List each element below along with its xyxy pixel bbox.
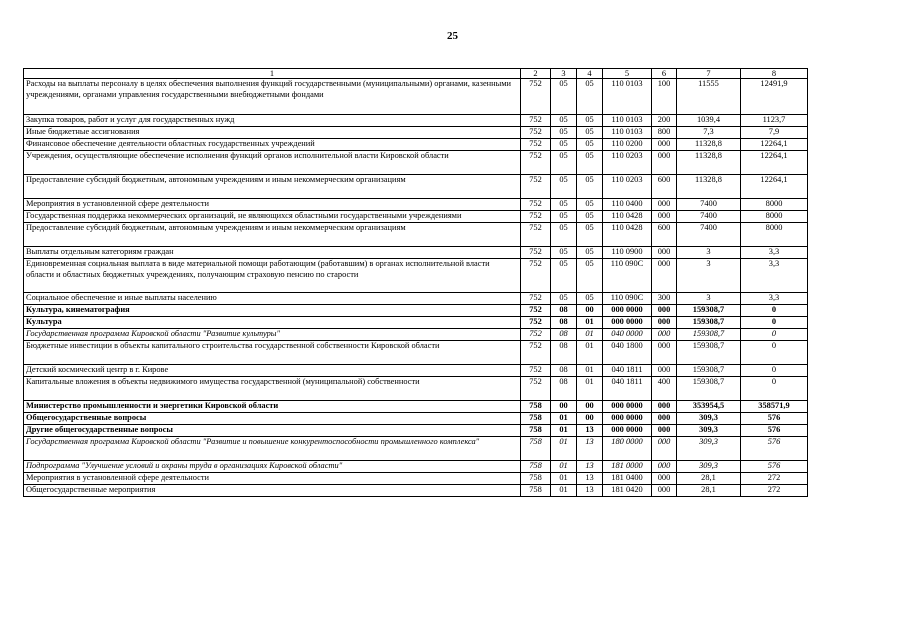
row-target-cell: 181 0420	[603, 485, 652, 497]
row-amount-year1-cell: 159308,7	[677, 341, 741, 365]
row-admin-code-cell: 758	[521, 413, 551, 425]
row-amount-year1-cell: 7400	[677, 211, 741, 223]
row-amount-year1-cell: 7400	[677, 223, 741, 247]
row-amount-year2-cell: 8000	[741, 211, 808, 223]
row-name-cell: Учреждения, осуществляющие обеспечение исполнения функций органов исполнительной власти Кировской области	[24, 151, 521, 175]
row-target-cell: 000 0000	[603, 413, 652, 425]
row-section-cell: 01	[551, 437, 577, 461]
header-cell: 7	[677, 69, 741, 79]
row-amount-year1-cell: 11555	[677, 79, 741, 115]
row-name-cell: Другие общегосударственные вопросы	[24, 425, 521, 437]
row-amount-year1-cell: 309,3	[677, 461, 741, 473]
row-target-cell: 110 0103	[603, 127, 652, 139]
row-amount-year1-cell: 11328,8	[677, 139, 741, 151]
row-subsection-cell: 13	[577, 437, 603, 461]
row-admin-code-cell: 752	[521, 175, 551, 199]
row-amount-year2-cell: 0	[741, 365, 808, 377]
row-amount-year2-cell: 0	[741, 329, 808, 341]
row-amount-year1-cell: 28,1	[677, 473, 741, 485]
row-subsection-cell: 00	[577, 401, 603, 413]
row-amount-year1-cell: 7,3	[677, 127, 741, 139]
row-subsection-cell: 05	[577, 293, 603, 305]
row-section-cell: 05	[551, 79, 577, 115]
row-amount-year2-cell: 272	[741, 473, 808, 485]
row-section-cell: 08	[551, 329, 577, 341]
row-section-cell: 05	[551, 199, 577, 211]
row-target-cell: 110 0900	[603, 247, 652, 259]
row-admin-code-cell: 752	[521, 305, 551, 317]
row-name-cell: Культура, кинематография	[24, 305, 521, 317]
row-subsection-cell: 05	[577, 127, 603, 139]
row-amount-year1-cell: 11328,8	[677, 175, 741, 199]
row-section-cell: 08	[551, 317, 577, 329]
row-amount-year2-cell: 0	[741, 377, 808, 401]
row-name-cell: Предоставление субсидий бюджетным, автономным учреждениям и иным некоммерческим организациям	[24, 175, 521, 199]
table-row	[24, 259, 808, 293]
row-admin-code-cell: 752	[521, 139, 551, 151]
table-row	[24, 473, 808, 485]
row-amount-year2-cell: 272	[741, 485, 808, 497]
row-amount-year2-cell: 576	[741, 437, 808, 461]
row-expense-type-cell: 600	[652, 223, 677, 247]
row-subsection-cell: 13	[577, 485, 603, 497]
row-expense-type-cell: 600	[652, 175, 677, 199]
row-target-cell: 180 0000	[603, 437, 652, 461]
row-amount-year1-cell: 159308,7	[677, 305, 741, 317]
row-section-cell: 08	[551, 341, 577, 365]
table-row	[24, 485, 808, 497]
row-section-cell: 05	[551, 293, 577, 305]
row-subsection-cell: 01	[577, 317, 603, 329]
row-admin-code-cell: 752	[521, 377, 551, 401]
row-amount-year2-cell: 8000	[741, 199, 808, 211]
row-expense-type-cell: 000	[652, 329, 677, 341]
row-admin-code-cell: 752	[521, 317, 551, 329]
row-subsection-cell: 01	[577, 329, 603, 341]
row-target-cell: 181 0000	[603, 461, 652, 473]
row-expense-type-cell: 000	[652, 341, 677, 365]
row-admin-code-cell: 752	[521, 127, 551, 139]
table-row	[24, 211, 808, 223]
table-row	[24, 341, 808, 365]
row-amount-year1-cell: 159308,7	[677, 317, 741, 329]
row-expense-type-cell: 000	[652, 401, 677, 413]
row-admin-code-cell: 752	[521, 211, 551, 223]
row-target-cell: 110 090С	[603, 259, 652, 293]
row-admin-code-cell: 752	[521, 259, 551, 293]
row-section-cell: 05	[551, 175, 577, 199]
row-section-cell: 08	[551, 305, 577, 317]
header-cell: 2	[521, 69, 551, 79]
row-name-cell: Единовременная социальная выплата в виде материальной помощи работающим (работавшим) в органах исполнительной власти области и областных бюджетных учреждениях, получающим страховую пенсию по старости	[24, 259, 521, 293]
row-name-cell: Общегосударственные мероприятия	[24, 485, 521, 497]
row-subsection-cell: 05	[577, 79, 603, 115]
table-row	[24, 377, 808, 401]
table-body	[24, 69, 808, 497]
row-admin-code-cell: 758	[521, 425, 551, 437]
row-expense-type-cell: 000	[652, 413, 677, 425]
row-section-cell: 00	[551, 401, 577, 413]
table-row	[24, 199, 808, 211]
row-admin-code-cell: 752	[521, 151, 551, 175]
row-amount-year2-cell: 8000	[741, 223, 808, 247]
row-expense-type-cell: 000	[652, 485, 677, 497]
row-target-cell: 040 1811	[603, 377, 652, 401]
row-name-cell: Мероприятия в установленной сфере деятельности	[24, 473, 521, 485]
row-name-cell: Финансовое обеспечение деятельности областных государственных учреждений	[24, 139, 521, 151]
row-name-cell: Государственная поддержка некоммерческих организаций, не являющихся областными государственными учреждениями	[24, 211, 521, 223]
row-amount-year1-cell: 309,3	[677, 437, 741, 461]
row-amount-year1-cell: 3	[677, 259, 741, 293]
row-target-cell: 110 0428	[603, 211, 652, 223]
table-row	[24, 425, 808, 437]
row-admin-code-cell: 752	[521, 329, 551, 341]
row-amount-year2-cell: 576	[741, 425, 808, 437]
row-admin-code-cell: 752	[521, 115, 551, 127]
row-admin-code-cell: 758	[521, 461, 551, 473]
row-target-cell: 110 0203	[603, 151, 652, 175]
row-section-cell: 01	[551, 413, 577, 425]
row-expense-type-cell: 000	[652, 305, 677, 317]
row-section-cell: 05	[551, 259, 577, 293]
row-subsection-cell: 05	[577, 223, 603, 247]
row-expense-type-cell: 000	[652, 199, 677, 211]
header-cell: 3	[551, 69, 577, 79]
row-name-cell: Выплаты отдельным категориям граждан	[24, 247, 521, 259]
row-target-cell: 000 0000	[603, 305, 652, 317]
row-amount-year2-cell: 0	[741, 305, 808, 317]
row-subsection-cell: 05	[577, 259, 603, 293]
row-name-cell: Закупка товаров, работ и услуг для государственных нужд	[24, 115, 521, 127]
header-cell: 1	[24, 69, 521, 79]
table-row	[24, 139, 808, 151]
table-row	[24, 247, 808, 259]
row-admin-code-cell: 758	[521, 401, 551, 413]
row-amount-year1-cell: 28,1	[677, 485, 741, 497]
row-expense-type-cell: 200	[652, 115, 677, 127]
row-expense-type-cell: 400	[652, 377, 677, 401]
table-row	[24, 151, 808, 175]
row-admin-code-cell: 752	[521, 293, 551, 305]
row-target-cell: 110 0200	[603, 139, 652, 151]
row-admin-code-cell: 758	[521, 473, 551, 485]
row-section-cell: 05	[551, 139, 577, 151]
row-amount-year1-cell: 1039,4	[677, 115, 741, 127]
row-name-cell: Подпрограмма "Улучшение условий и охраны труда в организациях Кировской области"	[24, 461, 521, 473]
row-amount-year2-cell: 576	[741, 461, 808, 473]
row-name-cell: Предоставление субсидий бюджетным, автономным учреждениям и иным некоммерческим организациям	[24, 223, 521, 247]
row-target-cell: 110 0203	[603, 175, 652, 199]
row-amount-year1-cell: 309,3	[677, 425, 741, 437]
table-row	[24, 127, 808, 139]
table-row	[24, 437, 808, 461]
row-target-cell: 181 0400	[603, 473, 652, 485]
row-target-cell: 110 090С	[603, 293, 652, 305]
row-target-cell: 000 0000	[603, 425, 652, 437]
row-amount-year2-cell: 12264,1	[741, 151, 808, 175]
header-row	[24, 69, 808, 79]
header-cell: 8	[741, 69, 808, 79]
row-amount-year1-cell: 159308,7	[677, 377, 741, 401]
row-expense-type-cell: 000	[652, 461, 677, 473]
row-subsection-cell: 05	[577, 247, 603, 259]
row-target-cell: 000 0000	[603, 401, 652, 413]
row-name-cell: Культура	[24, 317, 521, 329]
row-section-cell: 05	[551, 211, 577, 223]
row-name-cell: Социальное обеспечение и иные выплаты населению	[24, 293, 521, 305]
table-row	[24, 365, 808, 377]
row-target-cell: 000 0000	[603, 317, 652, 329]
row-subsection-cell: 01	[577, 341, 603, 365]
row-target-cell: 110 0400	[603, 199, 652, 211]
row-expense-type-cell: 000	[652, 211, 677, 223]
row-expense-type-cell: 000	[652, 365, 677, 377]
row-name-cell: Расходы на выплаты персоналу в целях обеспечения выполнения функций государственными (муниципальными) органами, казенными учреждениями, органами управления государственными внебюджетными фондами	[24, 79, 521, 115]
row-subsection-cell: 05	[577, 139, 603, 151]
row-expense-type-cell: 300	[652, 293, 677, 305]
row-admin-code-cell: 752	[521, 199, 551, 211]
row-expense-type-cell: 000	[652, 139, 677, 151]
row-amount-year2-cell: 576	[741, 413, 808, 425]
row-admin-code-cell: 752	[521, 223, 551, 247]
row-expense-type-cell: 000	[652, 317, 677, 329]
row-target-cell: 040 1800	[603, 341, 652, 365]
row-amount-year2-cell: 3,3	[741, 247, 808, 259]
row-expense-type-cell: 000	[652, 151, 677, 175]
row-amount-year2-cell: 12264,1	[741, 139, 808, 151]
row-amount-year1-cell: 3	[677, 293, 741, 305]
row-amount-year1-cell: 353954,5	[677, 401, 741, 413]
table-row	[24, 223, 808, 247]
row-amount-year1-cell: 159308,7	[677, 329, 741, 341]
row-expense-type-cell: 000	[652, 425, 677, 437]
row-subsection-cell: 01	[577, 365, 603, 377]
row-name-cell: Бюджетные инвестиции в объекты капитального строительства государственной собственности Кировской области	[24, 341, 521, 365]
row-section-cell: 01	[551, 461, 577, 473]
row-amount-year2-cell: 1123,7	[741, 115, 808, 127]
row-expense-type-cell: 100	[652, 79, 677, 115]
table-row	[24, 115, 808, 127]
row-amount-year1-cell: 7400	[677, 199, 741, 211]
row-section-cell: 08	[551, 377, 577, 401]
row-section-cell: 01	[551, 425, 577, 437]
row-subsection-cell: 05	[577, 115, 603, 127]
row-name-cell: Капитальные вложения в объекты недвижимого имущества государственной (муниципальной) собственности	[24, 377, 521, 401]
row-amount-year2-cell: 7,9	[741, 127, 808, 139]
row-target-cell: 110 0103	[603, 79, 652, 115]
row-name-cell: Общегосударственные вопросы	[24, 413, 521, 425]
row-name-cell: Мероприятия в установленной сфере деятельности	[24, 199, 521, 211]
row-name-cell: Государственная программа Кировской области "Развитие культуры"	[24, 329, 521, 341]
row-subsection-cell: 05	[577, 151, 603, 175]
row-admin-code-cell: 752	[521, 247, 551, 259]
row-section-cell: 05	[551, 151, 577, 175]
row-subsection-cell: 13	[577, 425, 603, 437]
row-section-cell: 01	[551, 485, 577, 497]
row-admin-code-cell: 752	[521, 365, 551, 377]
table-row	[24, 461, 808, 473]
row-amount-year1-cell: 159308,7	[677, 365, 741, 377]
row-subsection-cell: 13	[577, 461, 603, 473]
row-amount-year1-cell: 11328,8	[677, 151, 741, 175]
row-subsection-cell: 05	[577, 199, 603, 211]
row-target-cell: 110 0428	[603, 223, 652, 247]
row-expense-type-cell: 000	[652, 259, 677, 293]
row-expense-type-cell: 800	[652, 127, 677, 139]
row-section-cell: 01	[551, 473, 577, 485]
row-target-cell: 040 0000	[603, 329, 652, 341]
row-amount-year2-cell: 3,3	[741, 293, 808, 305]
header-cell: 5	[603, 69, 652, 79]
row-expense-type-cell: 000	[652, 437, 677, 461]
row-amount-year1-cell: 309,3	[677, 413, 741, 425]
row-subsection-cell: 01	[577, 377, 603, 401]
row-subsection-cell: 05	[577, 175, 603, 199]
budget-table	[23, 68, 808, 497]
row-name-cell: Иные бюджетные ассигнования	[24, 127, 521, 139]
row-subsection-cell: 00	[577, 413, 603, 425]
table-row	[24, 329, 808, 341]
row-amount-year2-cell: 12264,1	[741, 175, 808, 199]
row-target-cell: 040 1811	[603, 365, 652, 377]
row-amount-year1-cell: 3	[677, 247, 741, 259]
header-cell: 4	[577, 69, 603, 79]
row-subsection-cell: 00	[577, 305, 603, 317]
table-row	[24, 317, 808, 329]
row-section-cell: 05	[551, 127, 577, 139]
table-row	[24, 305, 808, 317]
row-target-cell: 110 0103	[603, 115, 652, 127]
row-section-cell: 05	[551, 247, 577, 259]
row-admin-code-cell: 752	[521, 341, 551, 365]
row-amount-year2-cell: 0	[741, 341, 808, 365]
row-section-cell: 08	[551, 365, 577, 377]
row-name-cell: Детский космический центр в г. Кирове	[24, 365, 521, 377]
row-subsection-cell: 13	[577, 473, 603, 485]
row-amount-year2-cell: 12491,9	[741, 79, 808, 115]
row-amount-year2-cell: 3,3	[741, 259, 808, 293]
row-expense-type-cell: 000	[652, 473, 677, 485]
row-name-cell: Государственная программа Кировской области "Развитие и повышение конкурентоспособности промышленного комплекса"	[24, 437, 521, 461]
row-name-cell: Министерство промышленности и энергетики Кировской области	[24, 401, 521, 413]
row-section-cell: 05	[551, 115, 577, 127]
table-row	[24, 175, 808, 199]
row-expense-type-cell: 000	[652, 247, 677, 259]
table-row	[24, 79, 808, 115]
table-row	[24, 401, 808, 413]
row-admin-code-cell: 758	[521, 437, 551, 461]
row-admin-code-cell: 752	[521, 79, 551, 115]
row-amount-year2-cell: 0	[741, 317, 808, 329]
row-section-cell: 05	[551, 223, 577, 247]
row-amount-year2-cell: 358571,9	[741, 401, 808, 413]
page-number: 25	[447, 30, 458, 42]
row-subsection-cell: 05	[577, 211, 603, 223]
table-row	[24, 293, 808, 305]
header-cell: 6	[652, 69, 677, 79]
table-row	[24, 413, 808, 425]
row-admin-code-cell: 758	[521, 485, 551, 497]
